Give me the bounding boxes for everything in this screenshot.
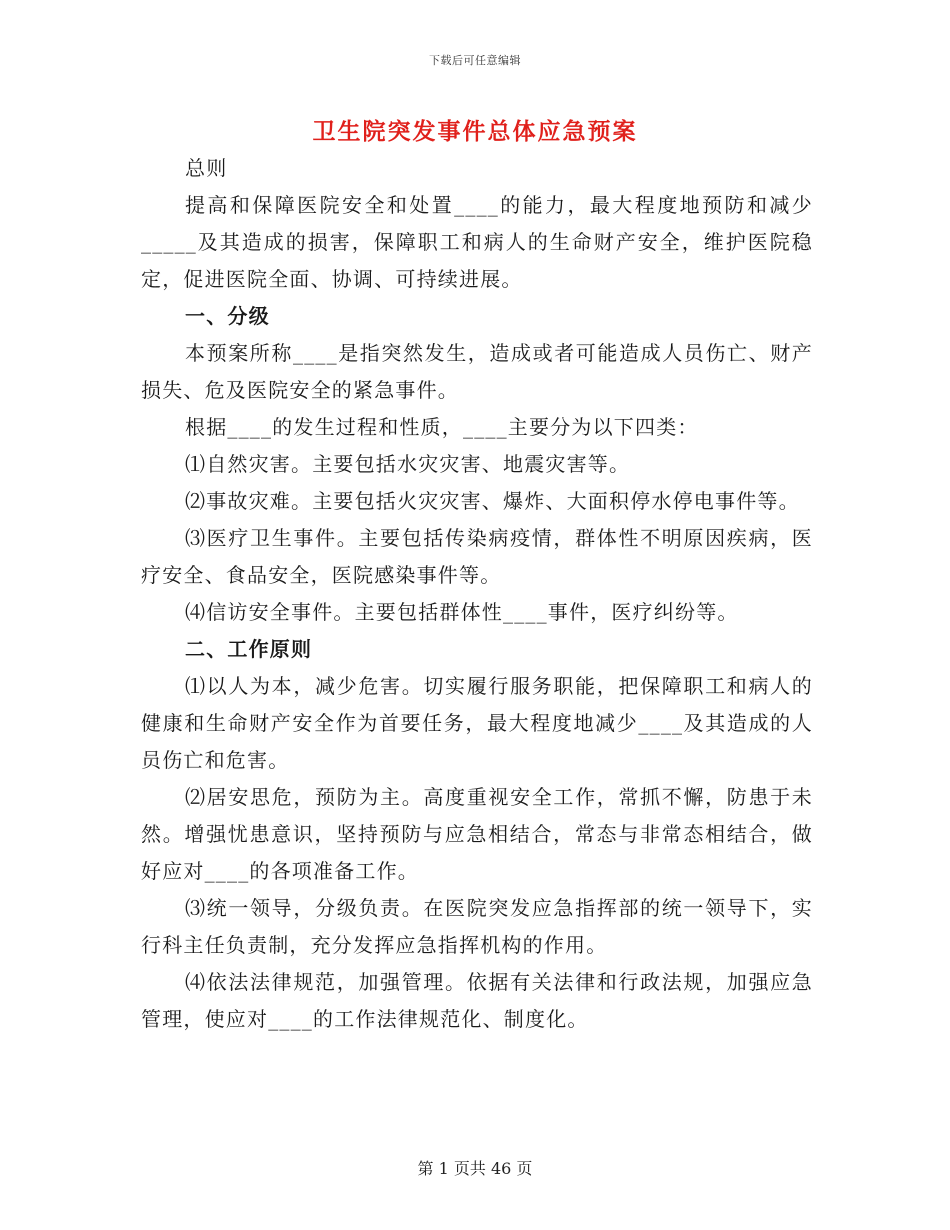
paragraph-definition: 本预案所称____是指突然发生，造成或者可能造成人员伤亡、财产损失、危及医院安全的紧急事件。 [141, 341, 813, 402]
document-body [141, 150, 813, 1038]
section-heading-principles: 二、工作原则 [185, 637, 313, 661]
header-note: 下载后可任意编辑 [429, 54, 521, 67]
paragraph-purpose: 提高和保障医院安全和处置____的能力，最大程度地预防和减少_____及其造成的损害，保障职工和病人的生命财产安全，维护医院稳定，促进医院全面、协调、可持续进展。 [141, 193, 813, 291]
page-number: 第 1 页共 46 页 [417, 1159, 533, 1178]
list-item-natural-disaster: ⑴自然灾害。主要包括水灾灾害、地震灾害等。 [185, 452, 631, 476]
list-item-accident-disaster: ⑵事故灾难。主要包括火灾灾害、爆炸、大面积停水停电事件等。 [185, 489, 800, 513]
paragraph-categories-intro: 根据____的发生过程和性质，____主要分为以下四类： [185, 415, 699, 439]
principle-legal-management: ⑷依法法律规范，加强管理。依据有关法律和行政法规，加强应急管理，使应对____的工作法律规范化、制度化。 [141, 970, 813, 1031]
principle-people-oriented: ⑴以人为本，减少危害。切实履行服务职能，把保障职工和病人的健康和生命财产安全作为首要任务，最大程度地减少____及其造成的人员伤亡和危害。 [141, 674, 813, 772]
principle-prevention: ⑵居安思危，预防为主。高度重视安全工作，常抓不懈，防患于未然。增强忧患意识，坚持预防与应急相结合，常态与非常态相结合，做好应对____的各项准备工作。 [141, 785, 813, 883]
section-heading-classification: 一、分级 [185, 304, 270, 328]
list-item-petition-event: ⑷信访安全事件。主要包括群体性____事件，医疗纠纷等。 [185, 600, 739, 624]
document-title: 卫生院突发事件总体应急预案 [312, 118, 638, 145]
principle-unified-leadership: ⑶统一领导，分级负责。在医院突发应急指挥部的统一领导下，实行科主任负责制，充分发挥应急指挥机构的作用。 [141, 896, 813, 957]
list-item-medical-event: ⑶医疗卫生事件。主要包括传染病疫情，群体性不明原因疾病，医疗安全、食品安全，医院感染事件等。 [141, 526, 813, 587]
section-label-general: 总则 [185, 156, 228, 180]
